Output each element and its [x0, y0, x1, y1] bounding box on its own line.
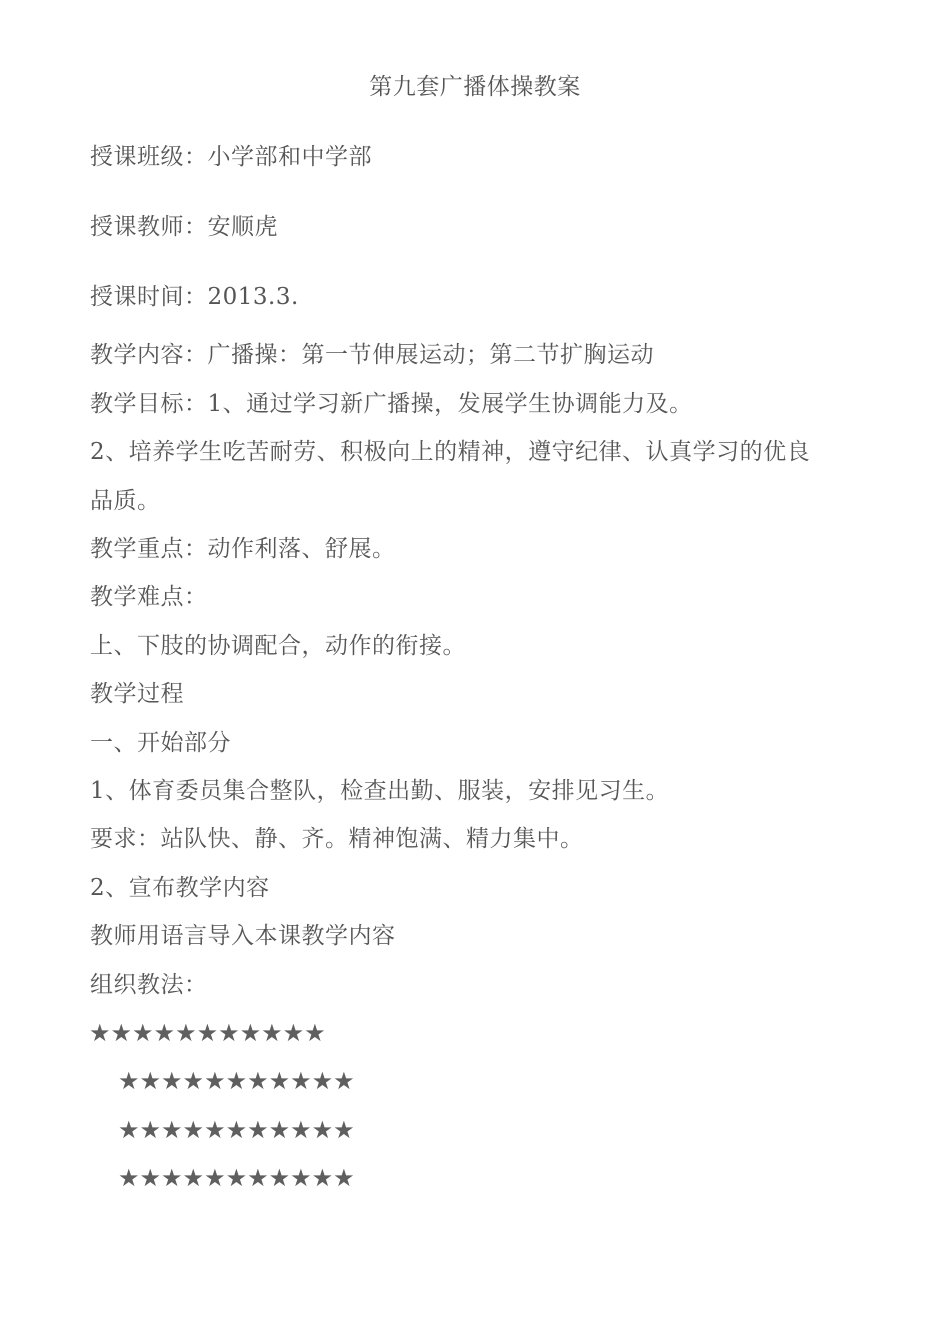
- organization-line: 组织教法：: [90, 972, 208, 998]
- goal-line-2: 2、培养学生吃苦耐劳、积极向上的精神，遵守纪律、认真学习的优良: [90, 439, 811, 465]
- formation-row-4: ★★★★★★★★★★★: [118, 1164, 355, 1192]
- formation-row-1: ★★★★★★★★★★★: [89, 1019, 326, 1047]
- step-1-line: 1、体育委员集合整队，检查出勤、服装，安排见习生。: [90, 778, 670, 804]
- class-line: 授课班级：小学部和中学部: [90, 144, 372, 170]
- teacher-line: 授课教师：安顺虎: [90, 214, 278, 240]
- requirement-line: 要求：站队快、静、齐。精神饱满、精力集中。: [90, 826, 584, 852]
- document-title: 第九套广播体操教案: [369, 74, 581, 100]
- time-line: 授课时间：2013.3.: [90, 284, 299, 310]
- formation-row-2: ★★★★★★★★★★★: [118, 1067, 355, 1095]
- step-2-line: 2、宣布教学内容: [90, 875, 270, 901]
- difficulty-line: 上、下肢的协调配合，动作的衔接。: [90, 633, 466, 659]
- key-point-line: 教学重点：动作利落、舒展。: [90, 536, 396, 562]
- difficulty-label: 教学难点：: [90, 584, 208, 610]
- part-1-heading: 一、开始部分: [90, 730, 231, 756]
- process-heading: 教学过程: [90, 681, 184, 707]
- teacher-intro-line: 教师用语言导入本课教学内容: [90, 923, 396, 949]
- formation-row-3: ★★★★★★★★★★★: [118, 1116, 355, 1144]
- content-line: 教学内容：广播操：第一节伸展运动；第二节扩胸运动: [90, 342, 654, 368]
- goal-line-3: 品质。: [90, 488, 161, 514]
- goal-line-1: 教学目标：1、通过学习新广播操，发展学生协调能力及。: [90, 391, 693, 417]
